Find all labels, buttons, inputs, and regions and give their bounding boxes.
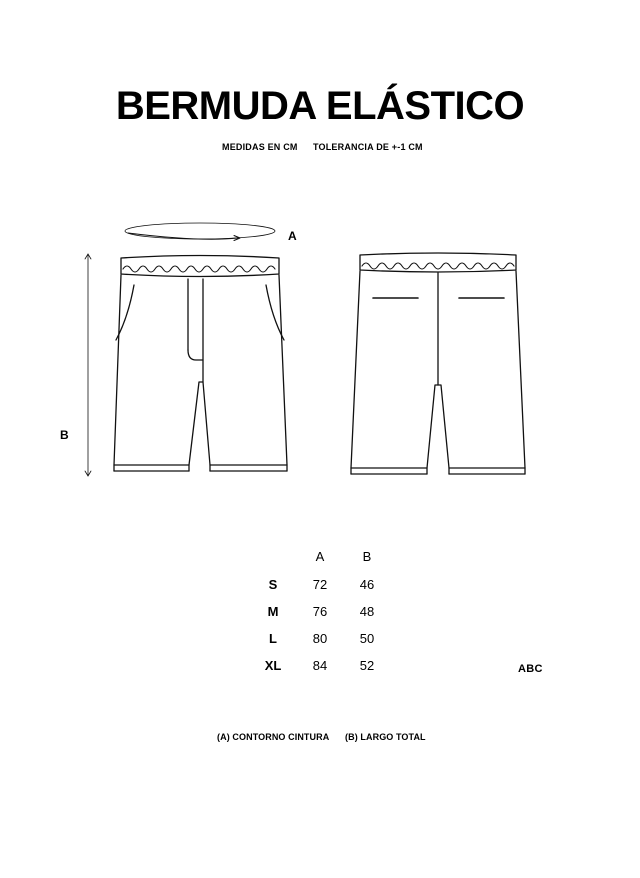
table-size-m: M: [267, 604, 279, 619]
brand-logo: ABC: [518, 663, 543, 675]
legend-a: (A) CONTORNO CINTURA: [217, 732, 330, 742]
table-header-b: B: [362, 549, 372, 564]
table-value-s-a: 72: [312, 577, 328, 592]
page-title: BERMUDA ELÁSTICO: [115, 84, 525, 128]
units-note: MEDIDAS EN CM: [222, 142, 298, 152]
table-size-xl: XL: [264, 658, 282, 673]
table-size-l: L: [269, 631, 277, 646]
waist-measure-ellipse: [125, 223, 275, 241]
length-measure-line: [85, 254, 91, 476]
table-size-s: S: [268, 577, 278, 592]
table-header-a: A: [315, 549, 325, 564]
table-value-s-b: 46: [359, 577, 375, 592]
table-value-xl-b: 52: [359, 658, 375, 673]
table-value-l-b: 50: [359, 631, 375, 646]
shorts-back-view: [351, 253, 525, 474]
tolerance-note: TOLERANCIA DE +-1 CM: [313, 142, 423, 152]
measure-label-a: A: [288, 229, 297, 243]
table-value-m-a: 76: [312, 604, 328, 619]
table-value-l-a: 80: [312, 631, 328, 646]
table-value-xl-a: 84: [312, 658, 328, 673]
table-value-m-b: 48: [359, 604, 375, 619]
measure-label-b: B: [60, 428, 69, 442]
shorts-front-view: [114, 256, 287, 472]
legend-b: (B) LARGO TOTAL: [345, 732, 426, 742]
